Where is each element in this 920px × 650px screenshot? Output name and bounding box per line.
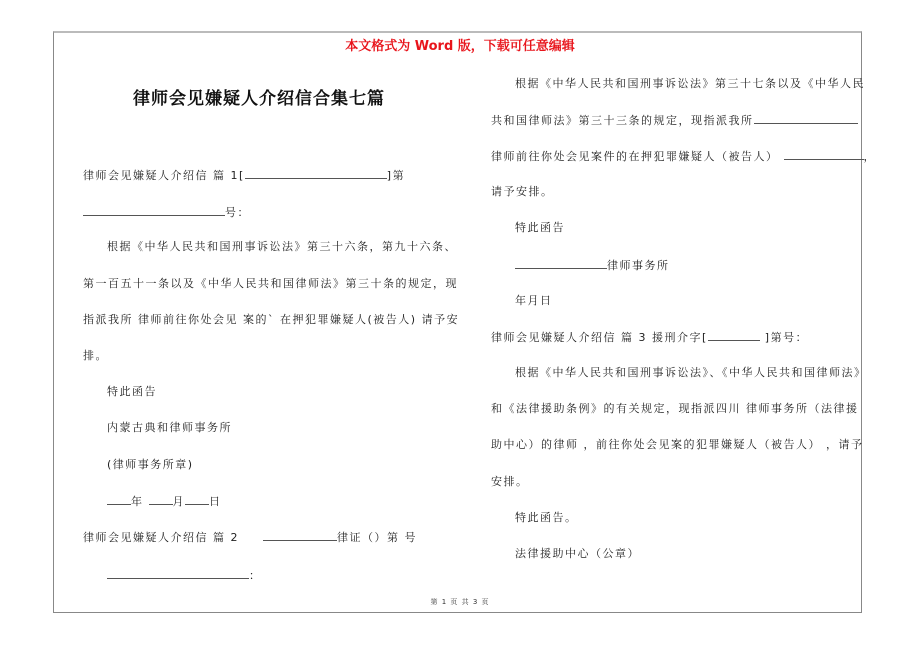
closing-text: 特此函告。 [515,511,578,524]
text: ， [863,150,876,163]
blank-field [784,148,864,160]
blank-field [515,257,607,269]
law-firm-line [515,257,670,274]
heading-text: 律师会见嫌疑人介绍信 篇 3 援刑介字[ [491,331,708,344]
paragraph-line [491,148,876,165]
format-banner: 本文格式为 Word 版，下载可任意编辑 [345,39,575,54]
paragraph-line: 指派我所 律师前往你处会见 案的` 在押犯罪嫌疑人(被告人) 请予安 [83,313,460,326]
letter-3-heading [491,329,808,346]
letter-1-number [83,204,250,221]
year-label: 年 [131,495,144,508]
blank-field [107,567,249,579]
page-number: 第 1 页 共 3 页 [430,598,490,606]
paragraph-line: 排。 [83,349,108,362]
date-line [107,493,222,510]
paragraph-line: 根据《中华人民共和国刑事诉讼法》第三十六条，第九十六条、 [107,240,457,253]
paragraph-line [491,112,858,129]
month-label: 月 [172,495,185,508]
blank-field [107,493,131,505]
legal-aid-seal: 法律援助中心（公章） [515,547,640,560]
seal-label: (律师事务所章) [107,458,194,471]
text: 律师前往你处会见案件的在押犯罪嫌疑人（被告人） [491,150,779,163]
paragraph-line: 和《法律援助条例》的有关规定，现指派四川 律师事务所（法律援 [491,402,859,415]
blank-field [754,112,858,124]
number-label: 号： [225,206,250,219]
letter-1-heading [83,167,405,184]
heading-text: 律师会见嫌疑人介绍信 篇 1[ [83,169,245,182]
paragraph-line: 第一百五十一条以及《中华人民共和国律师法》第三十条的规定，现 [83,277,458,290]
blank-field [263,529,337,541]
blank-field [185,493,209,505]
paragraph-line: 请予安排。 [491,185,554,198]
addressee-line [107,567,262,584]
day-label: 日 [209,495,222,508]
blank-field [708,329,760,341]
text: 共和国律师法》第三十三条的规定，现指派我所 [491,114,754,127]
heading-text: 律证（）第 号 [337,531,417,544]
closing-text: 特此函告 [515,221,565,234]
date-line: 年月日 [515,294,553,307]
law-firm-name: 内蒙古典和律师事务所 [107,421,232,434]
document-title: 律师会见嫌疑人介绍信合集七篇 [133,89,385,109]
paragraph-line: 根据《中华人民共和国刑事诉讼法》第三十七条以及《中华人民 [515,77,865,90]
blank-field [245,167,387,179]
heading-text: 律师会见嫌疑人介绍信 篇 2 [83,531,239,544]
heading-text: ]第 [386,169,406,182]
letter-2-heading [83,529,417,546]
heading-text: ]第号： [764,331,809,344]
paragraph-line: 安排。 [491,475,529,488]
blank-field [83,204,225,216]
blank-field [149,493,173,505]
text: 律师事务所 [607,259,670,272]
closing-text: 特此函告 [107,385,157,398]
colon: ： [249,569,262,582]
paragraph-line: 助中心）的律师 ，前往你处会见案的犯罪嫌疑人（被告人） ，请予 [491,438,864,451]
paragraph-line: 根据《中华人民共和国刑事诉讼法》、《中华人民共和国律师法》 [515,366,867,379]
